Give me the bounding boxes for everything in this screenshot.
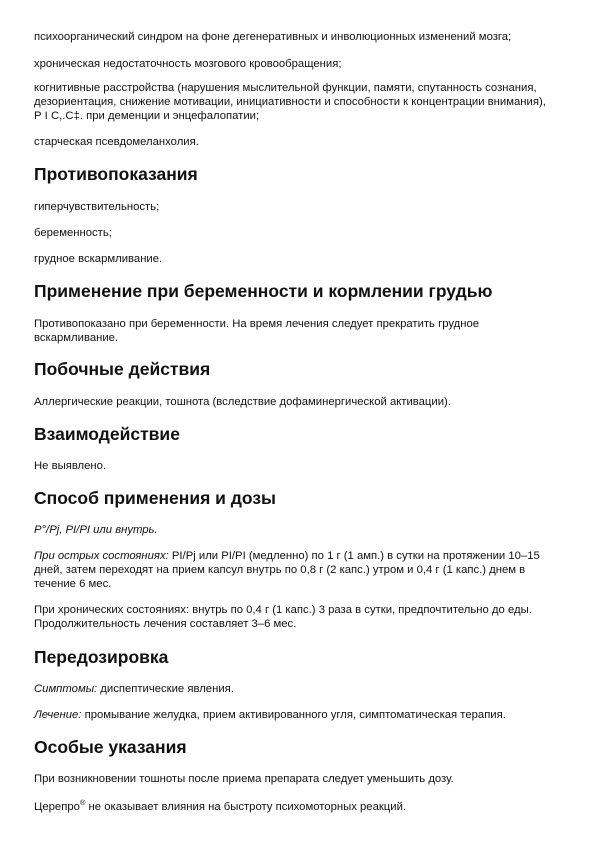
overdose-treatment-label: Лечение: (34, 709, 82, 721)
section-heading-dosage: Способ применения и дозы (34, 488, 276, 508)
indication-item: старческая псевдомеланхолия. (34, 136, 199, 148)
overdose-symptoms-text: диспептические явления. (97, 683, 234, 695)
special-text-2-rest: не оказывает влияния на быстроту психомоторных реакций. (85, 801, 407, 813)
dosage-acute-text: РІ/Рј или РІ/РІ (медленно) по 1 г (1 амп.) в сутки на протяжении 10–15 дней, затем переходят на прием капсул внутрь по 0,8 г (2 капс.) утром и 0,4 г (1 капс.) днем в течение 6 мес. (34, 550, 540, 590)
section-heading-special: Особые указания (34, 737, 187, 757)
interaction-text: Не выявлено. (34, 460, 107, 472)
indication-item: когнитивные расстройства (нарушения мыслительной функции, памяти, спутанность сознания, дезориентация, снижение мотивации, инициативности и способности к концентрации внимания), Р I С,.С‡. при деменции и энцефалопатии; (34, 82, 546, 122)
dosage-acute-label: При острых состояниях: (34, 550, 169, 562)
side-effects-text: Аллергические реакции, тошнота (вследствие дофаминергической активации). (34, 396, 451, 408)
brand-name: Церепро (34, 801, 80, 813)
pregnancy-text: Противопоказано при беременности. На время лечения следует прекратить грудное вскармливание. (34, 318, 480, 344)
dosage-acute (34, 549, 564, 591)
registered-mark: ® (79, 798, 86, 808)
section-heading-interaction: Взаимодействие (34, 424, 180, 444)
indication-item: хроническая недостаточность мозгового кровообращения; (34, 58, 342, 70)
contraindication-item: грудное вскармливание. (34, 253, 163, 265)
special-text-1: При возникновении тошноты после приема препарата следует уменьшить дозу. (34, 773, 454, 785)
overdose-symptoms-label: Симптомы: (34, 683, 98, 695)
overdose-treatment (34, 708, 564, 722)
section-heading-side-effects: Побочные действия (34, 359, 211, 379)
indication-item: психоорганический синдром на фоне дегенеративных и инволюционных изменений мозга; (34, 31, 512, 43)
contraindication-item: гиперчувствительность; (34, 201, 160, 213)
special-text-2 (34, 800, 564, 814)
overdose-treatment-text: промывание желудка, прием активированного угля, симптоматическая терапия. (81, 709, 506, 721)
section-heading-overdose: Передозировка (34, 647, 169, 667)
overdose-symptoms (34, 682, 564, 696)
section-heading-pregnancy: Применение при беременности и кормлении грудью (34, 281, 493, 301)
contraindication-item: беременность; (34, 227, 112, 239)
dosage-chronic: При хронических состояниях: внутрь по 0,4 г (1 капс.) 3 раза в сутки, предпочтительно до еды. Продолжительность лечения составляет 3–6 мес. (34, 604, 532, 630)
dosage-routes: Р°/Рј, РІ/РІ или внутрь. (34, 524, 158, 536)
section-heading-contraindications: Противопоказания (34, 164, 198, 184)
